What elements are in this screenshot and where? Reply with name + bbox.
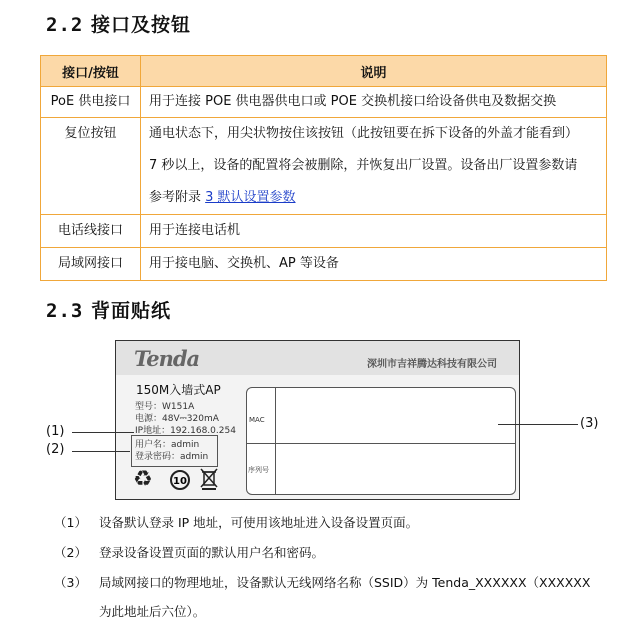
section-number: 2.3 [46, 300, 84, 322]
product-name: 150M入墙式AP [136, 383, 221, 397]
environmental-10-years-icon [169, 469, 191, 491]
note-item: （3） 局域网接口的物理地址，设备默认无线网络名称（SSID）为 Tenda_XXXXXX（XXXXXX [54, 575, 591, 590]
serial-number-label: 序列号 [248, 466, 269, 474]
annotation-1: (1) [46, 424, 65, 439]
interface-name: PoE 供电接口 [41, 87, 141, 118]
table-header-description: 说明 [141, 56, 607, 87]
description-line: 7 秒以上，设备的配置将会被删除，并恢复出厂设置。设备出厂设置参数请 [149, 158, 578, 173]
note-item: （2） 登录设备设置页面的默认用户名和密码。 [54, 545, 325, 560]
appendix-link[interactable]: 3 默认设置参数 [205, 190, 296, 205]
mac-label: MAC [249, 416, 265, 424]
note-item: （1） 设备默认登录 IP 地址，可使用该地址进入设备设置页面。 [54, 515, 419, 530]
description-line: 通电状态下，用尖状物按住该按钮（此按钮要在拆下设备的外盖才能看到） [149, 126, 579, 141]
annotation-2: (2) [46, 442, 65, 457]
power-line: 电源：48V⎓320mA [135, 414, 219, 424]
table-row [41, 87, 607, 118]
model-line: 型号：W151A [135, 402, 195, 412]
interface-name: 局域网接口 [41, 248, 141, 281]
username-line: 用户名：admin [135, 440, 200, 450]
svg-text:10: 10 [173, 476, 187, 487]
table-header-row [41, 56, 607, 87]
company-name: 深圳市吉祥腾达科技有限公司 [367, 359, 497, 370]
weee-crossed-bin-icon [199, 467, 219, 491]
interface-description: 用于连接电话机 [141, 215, 607, 248]
interface-description [141, 118, 607, 215]
mac-sn-box [246, 387, 516, 495]
ip-line: IP地址：192.168.0.254 [135, 426, 236, 436]
leader-line-1 [72, 432, 134, 433]
table-header-interface: 接口/按钮 [41, 56, 141, 87]
section-heading-interfaces [46, 10, 191, 37]
description-line: 参考附录 3 默认设置参数 [149, 190, 296, 205]
section-number: 2.2 [46, 14, 84, 36]
section-title: 背面贴纸 [90, 300, 171, 322]
note-item: 为此地址后六位）。 [99, 604, 206, 619]
table-row [41, 118, 607, 215]
leader-line-2 [72, 451, 130, 452]
annotation-3: (3) [580, 416, 599, 431]
interface-description: 用于接电脑、交换机、AP 等设备 [141, 248, 607, 281]
leader-line-3 [498, 424, 578, 425]
section-title: 接口及按钮 [90, 14, 191, 36]
back-sticker [115, 340, 520, 500]
tenda-logo: Tenda [134, 346, 200, 371]
box-divider [247, 443, 515, 444]
interface-description: 用于连接 POE 供电器供电口或 POE 交换机接口给设备供电及数据交换 [141, 87, 607, 118]
interface-table [40, 55, 607, 281]
box-divider [275, 388, 276, 494]
table-row [41, 215, 607, 248]
interface-name: 电话线接口 [41, 215, 141, 248]
table-row [41, 248, 607, 281]
interface-name: 复位按钮 [41, 118, 141, 215]
password-line: 登录密码：admin [135, 452, 209, 462]
section-heading-sticker [46, 296, 171, 323]
recycle-icon: ♻ [133, 467, 153, 492]
